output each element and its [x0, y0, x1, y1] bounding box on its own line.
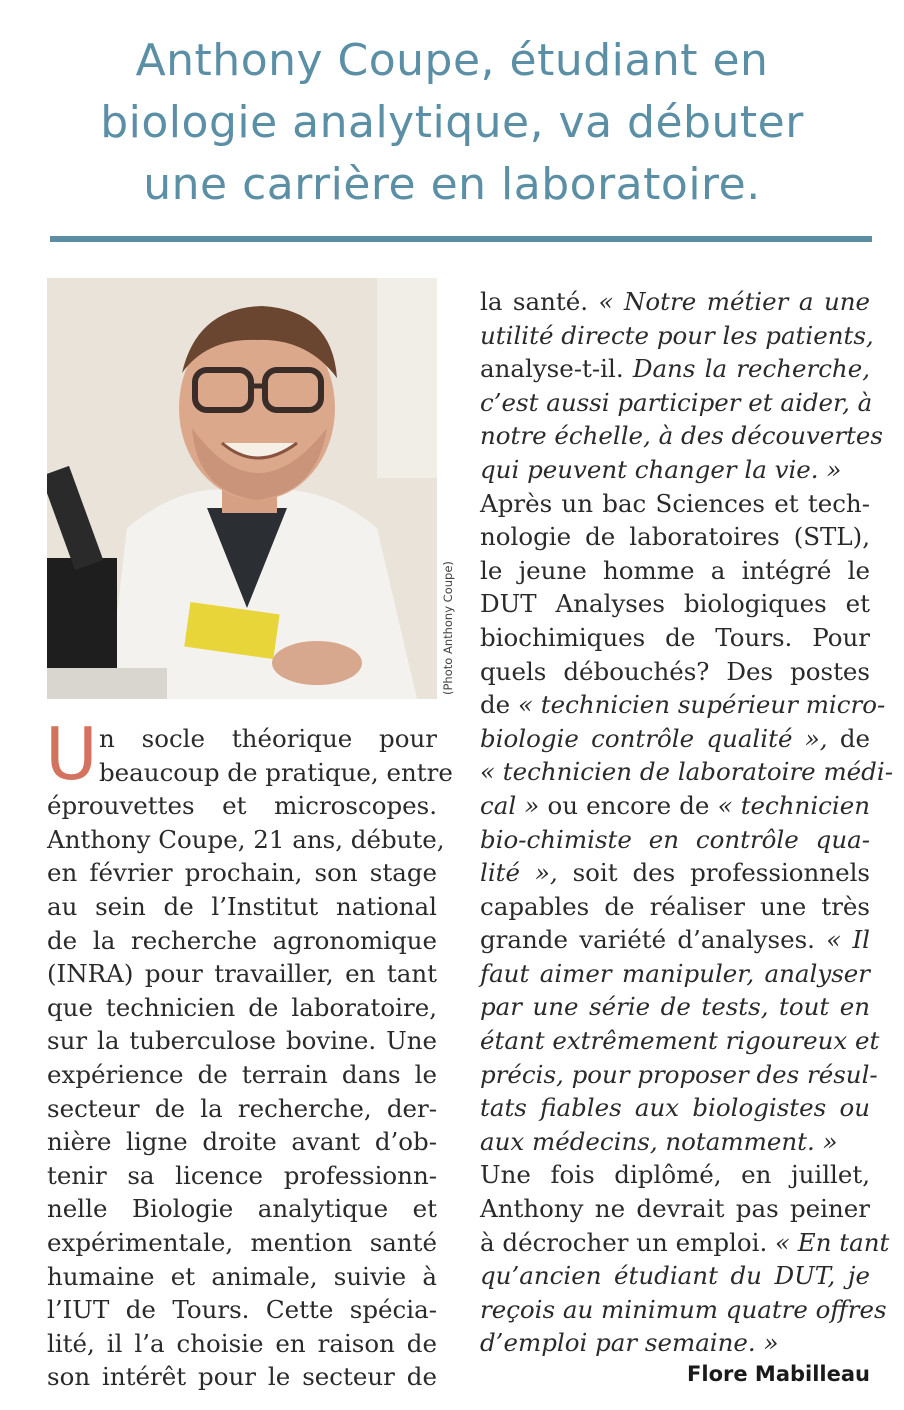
quote-text: biologie contrôle qualité »,	[480, 723, 840, 753]
article-line: éprouvettes et microscopes.	[47, 791, 437, 821]
article-line	[480, 621, 870, 655]
article-line	[480, 1158, 870, 1192]
body-text: ou encore de	[547, 790, 718, 820]
quote-text: Dans la recherche,	[632, 354, 870, 384]
article-line	[480, 823, 870, 857]
headline-line: biologie analytique, va débuter	[100, 97, 804, 148]
body-text: DUT Analyses biologiques et	[480, 589, 870, 619]
body-text: analyse-t-il.	[480, 354, 633, 384]
article-line: l’IUT de Tours. Cette spécia-	[47, 1295, 437, 1325]
article-line: au sein de l’Institut national	[47, 891, 437, 921]
headline-line: Anthony Coupe, étudiant en	[135, 35, 769, 86]
quote-text: c’est aussi participer et aider, à	[480, 387, 873, 417]
article-line	[480, 1259, 870, 1293]
article-line: Anthony Coupe, 21 ans, débute,	[47, 824, 445, 854]
article-line: beaucoup de pratique, entre	[99, 757, 453, 787]
quote-text: « technicien	[717, 790, 870, 820]
article-line	[480, 755, 893, 789]
article-line: n socle théorique pour	[99, 724, 437, 753]
quote-text: « En tant	[775, 1227, 890, 1257]
article-line: que technicien de laboratoire,	[47, 992, 437, 1022]
body-text: biochimiques de Tours. Pour	[480, 622, 870, 652]
article-line	[480, 453, 870, 487]
article-line: expérience de terrain dans le	[47, 1059, 437, 1089]
article-line	[480, 1326, 870, 1360]
body-text: de	[480, 690, 518, 720]
article-line	[480, 655, 870, 689]
article-line	[480, 352, 870, 386]
body-text: la santé.	[480, 287, 599, 316]
article-line: en février prochain, son stage	[47, 858, 437, 888]
quote-text: étant extrêmement rigoureux et	[480, 1026, 880, 1056]
quote-text: reçois au minimum quatre offres	[480, 1294, 887, 1324]
article-line	[480, 1293, 887, 1327]
article-line: son intérêt pour le secteur de	[47, 1362, 437, 1392]
headline-line: une carrière en laboratoire.	[143, 159, 761, 210]
article-line	[480, 487, 870, 521]
quote-text: « Notre métier a une	[598, 287, 870, 316]
body-text: Anthony ne devrait pas peiner	[480, 1194, 870, 1224]
article-line	[480, 520, 870, 554]
article-line	[480, 789, 870, 823]
body-text: le jeune homme a intégré le	[480, 555, 870, 585]
quote-text: « technicien supérieur micro-	[517, 690, 886, 720]
article-line	[480, 1091, 870, 1125]
article-line: sur la tuberculose bovine. Une	[47, 1026, 437, 1056]
article-column-right	[480, 285, 893, 1360]
article-line: (INRA) pour travailler, en tant	[47, 959, 437, 989]
drop-cap: U	[45, 712, 98, 796]
article-line	[480, 856, 870, 890]
quote-text: lité »,	[480, 858, 573, 888]
article-line: secteur de la recherche, der-	[47, 1093, 437, 1123]
article-line: expérimentale, mention santé	[47, 1227, 437, 1257]
article-line	[480, 419, 883, 453]
body-text: capables de réaliser une très	[480, 891, 870, 921]
article-line	[480, 587, 870, 621]
article-line: nelle Biologie analytique et	[47, 1194, 437, 1224]
article-line: tenir sa licence professionn-	[47, 1160, 437, 1190]
article-line	[480, 1192, 870, 1226]
photo-credit: (Photo Anthony Coupe)	[441, 561, 455, 695]
headline	[40, 30, 864, 216]
article-line	[480, 890, 870, 924]
quote-text: qui peuvent changer la vie. »	[480, 454, 842, 484]
article-line	[480, 386, 873, 420]
article-line: lité, il l’a choisie en raison de	[47, 1328, 437, 1358]
article-line	[480, 1226, 890, 1260]
article-line	[480, 1125, 870, 1159]
body-text: à décrocher un emploi.	[480, 1227, 776, 1257]
article-line	[480, 1024, 880, 1058]
body-text: Après un bac Sciences et tech-	[480, 488, 870, 518]
quote-text: utilité directe pour les patients,	[480, 320, 874, 350]
quote-text: qu’ancien étudiant du DUT, je	[480, 1261, 870, 1291]
article-line: de la recherche agronomique	[47, 925, 437, 955]
body-text: grande variété d’analyses.	[480, 925, 827, 955]
body-text: de	[839, 723, 870, 753]
quote-text: « technicien de laboratoire médi-	[480, 757, 893, 787]
quote-text: notre échelle, à des découvertes	[480, 421, 883, 451]
article-line	[480, 990, 870, 1024]
quote-text: « Il	[826, 925, 870, 955]
article-line	[480, 957, 870, 991]
article-line: nière ligne droite avant d’ob-	[47, 1127, 437, 1157]
body-text: soit des professionnels	[572, 858, 870, 888]
article-line	[480, 554, 870, 588]
headline-divider	[50, 236, 872, 242]
article-line: humaine et animale, suivie à	[47, 1261, 437, 1291]
article-line	[480, 688, 886, 722]
body-text: nologie de laboratoires (STL),	[480, 522, 870, 552]
article-line	[480, 1058, 878, 1092]
quote-text: par une série de tests, tout en	[480, 992, 870, 1022]
quote-text: faut aimer manipuler, analyser	[480, 958, 870, 988]
portrait-photo	[47, 278, 437, 699]
article-line	[480, 319, 874, 353]
article-line	[480, 285, 870, 319]
quote-text: bio-chimiste en contrôle qua-	[480, 824, 870, 854]
quote-text: d’emploi par semaine. »	[480, 1328, 779, 1358]
quote-text: précis, pour proposer des résul-	[480, 1059, 878, 1089]
body-text: Une fois diplômé, en juillet,	[480, 1160, 870, 1190]
quote-text: aux médecins, notamment. »	[480, 1126, 838, 1156]
quote-text: tats fiables aux biologistes ou	[480, 1093, 870, 1123]
article-column-left	[47, 722, 453, 1394]
article-line	[480, 923, 870, 957]
quote-text: cal »	[480, 790, 548, 820]
article-line	[480, 722, 870, 756]
byline: Flore Mabilleau	[687, 1362, 870, 1386]
body-text: quels débouchés? Des postes	[480, 656, 870, 686]
